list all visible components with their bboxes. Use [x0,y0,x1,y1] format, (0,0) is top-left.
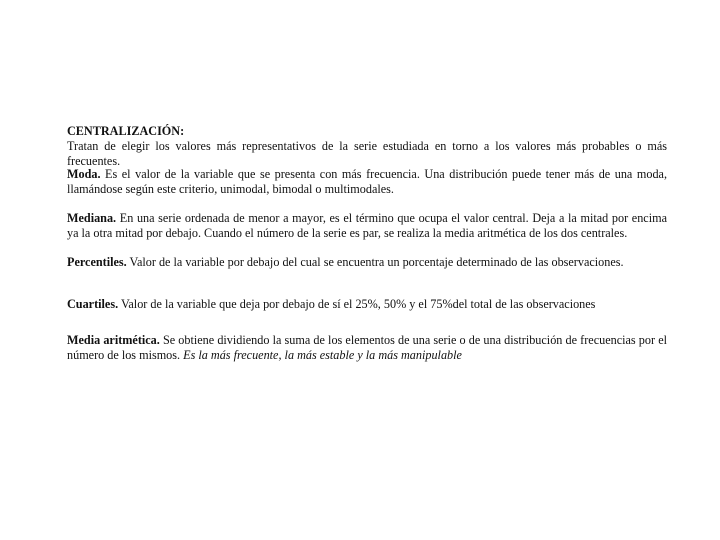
term-media-aritmetica: Media aritmética. [67,333,160,347]
definition-text-moda: Es el valor de la variable que se presenta con más frecuencia. Una distribución puede tener más de una moda, llamándose según este criterio, unimodal, bimodal o multimodales. [67,167,667,196]
definition-text-cuartiles: Valor de la variable que deja por debajo de sí el 25%, 50% y el 75%del total de las observaciones [118,297,596,311]
intro-paragraph [67,124,667,169]
term-percentiles: Percentiles. [67,255,127,269]
definition-text-mediana: En una serie ordenada de menor a mayor, es el término que ocupa el valor central. Deja a la mitad por encima ya la otra mitad por debajo. Cuando el número de la serie es par, se realiza la media aritmética de los dos centrales. [67,211,667,240]
term-mediana: Mediana. [67,211,117,225]
term-moda: Moda. [67,167,101,181]
definition-percentiles [67,255,667,270]
definition-text-percentiles: Valor de la variable por debajo del cual se encuentra un porcentaje determinado de las observaciones. [126,255,624,269]
definition-cuartiles [67,297,667,312]
section-heading: CENTRALIZACIÓN: [67,124,185,138]
definition-mediana [67,211,667,241]
definition-media-aritmetica [67,333,667,363]
intro-text: Tratan de elegir los valores más representativos de la serie estudiada en torno a los valores más probables o más frecuentes. [67,139,667,168]
definition-text-media-aritmetica: Se obtiene dividiendo la suma de los elementos de una serie o de una distribución de frecuencias por el número de los mismos. [67,333,667,362]
definition-moda [67,167,667,197]
term-cuartiles: Cuartiles. [67,297,119,311]
definition-note-media-aritmetica: Es la más frecuente, la más estable y la más manipulable [183,348,462,362]
